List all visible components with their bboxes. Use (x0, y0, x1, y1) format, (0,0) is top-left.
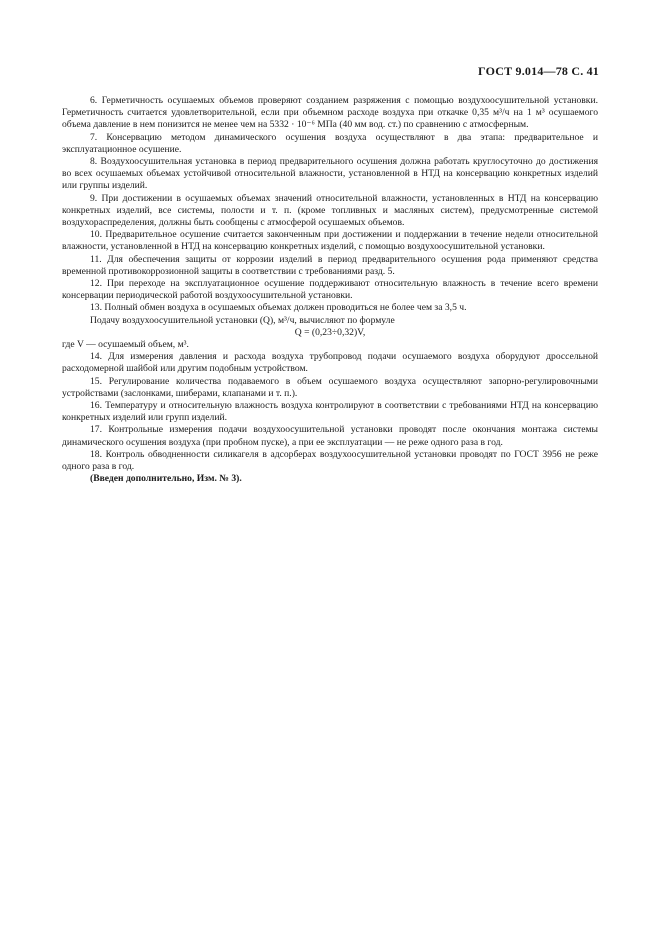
paragraph-10: 10. Предварительное осушение считается законченным при достижении и поддержании в течение недели относительной влажности, установленной в НТД на консервацию конкретных изделий, с помощью воздухоосушительной установки. (62, 229, 598, 253)
paragraph-12: 12. При переходе на эксплуатационное осушение поддерживают относительную влажность в течение всего времени консервации периодической работой воздухоосушительной установки. (62, 278, 598, 302)
paragraph-8: 8. Воздухоосушительная установка в период предварительного осушения должна работать круглосуточно до достижения во всех осушаемых объемах устойчивой относительной влажности, установленной в НТД на консервацию конкретных изделий или группы изделий. (62, 156, 598, 192)
page-header: ГОСТ 9.014—78 С. 41 (478, 64, 599, 78)
paragraph-7: 7. Консервацию методом динамического осушения воздуха осуществляют в два этапа: предварительное и эксплуатационное осушение. (62, 131, 598, 155)
paragraph-9: 9. При достижении в осушаемых объемах значений относительной влажности, установленных в НТД на консервацию конкретных изделий, все системы, полости и т. п. (кроме топливных и масляных систем), предусмотренные системой воздухораспределения, должны быть сообщены с атмосферой осушаемых объемов. (62, 192, 598, 229)
paragraph-15: 15. Регулирование количества подаваемого в объем осушаемого воздуха осуществляют запорно-регулировочными устройствами (заслонками, шиберами, клапанами и т. п.). (62, 375, 598, 399)
document-body (62, 95, 598, 486)
paragraph-6: 6. Герметичность осушаемых объемов проверяют созданием разряжения с помощью воздухоосушительной установки. Герметичность считается удовлетворительной, если при объемном расходе воздуха при откачке 0,35 м³/ч на 1 м³ осушаемого объема давление в нем понизится не менее чем на 5332 · 10⁻⁶ МПа (40 мм вод. ст.) по сравнению с атмосферным. (62, 95, 598, 131)
paragraph-17: 17. Контрольные измерения подачи воздухоосушительной установки проводят после окончания монтажа системы динамического осушения воздуха (при пробном пуске), а при ее эксплуатации — не реже одного раза в год. (62, 424, 598, 448)
paragraph-11: 11. Для обеспечения защиты от коррозии изделий в период предварительного осушения рода применяют средства временной противокоррозионной защиты в соответствии с требованиями разд. 5. (62, 253, 598, 277)
amendment-note: (Введен дополнительно, Изм. № 3). (90, 473, 242, 485)
paragraph-13: 13. Полный обмен воздуха в осушаемых объемах должен проводиться не более чем за 3,5 ч. (90, 302, 467, 314)
formula-intro: Подачу воздухоосушительной установки (Q), м³/ч, вычисляют по формуле (90, 314, 395, 326)
formula: Q = (0,23÷0,32)V, (294, 326, 366, 338)
paragraph-16: 16. Температуру и относительную влажность воздуха контролируют в соответствии с требованиями НТД на консервацию конкретных изделий или групп изделий. (62, 400, 598, 424)
paragraph-14: 14. Для измерения давления и расхода воздуха трубопровод подачи осушаемого воздуха оборудуют дроссельной расходомерной шайбой или другим подобным устройством. (62, 351, 598, 375)
formula-where: где V — осушаемый объем, м³. (62, 339, 189, 351)
paragraph-18: 18. Контроль обводненности силикагеля в адсорберах воздухоосушительной установки проводят по ГОСТ 3956 не реже одного раза в год. (62, 448, 598, 473)
